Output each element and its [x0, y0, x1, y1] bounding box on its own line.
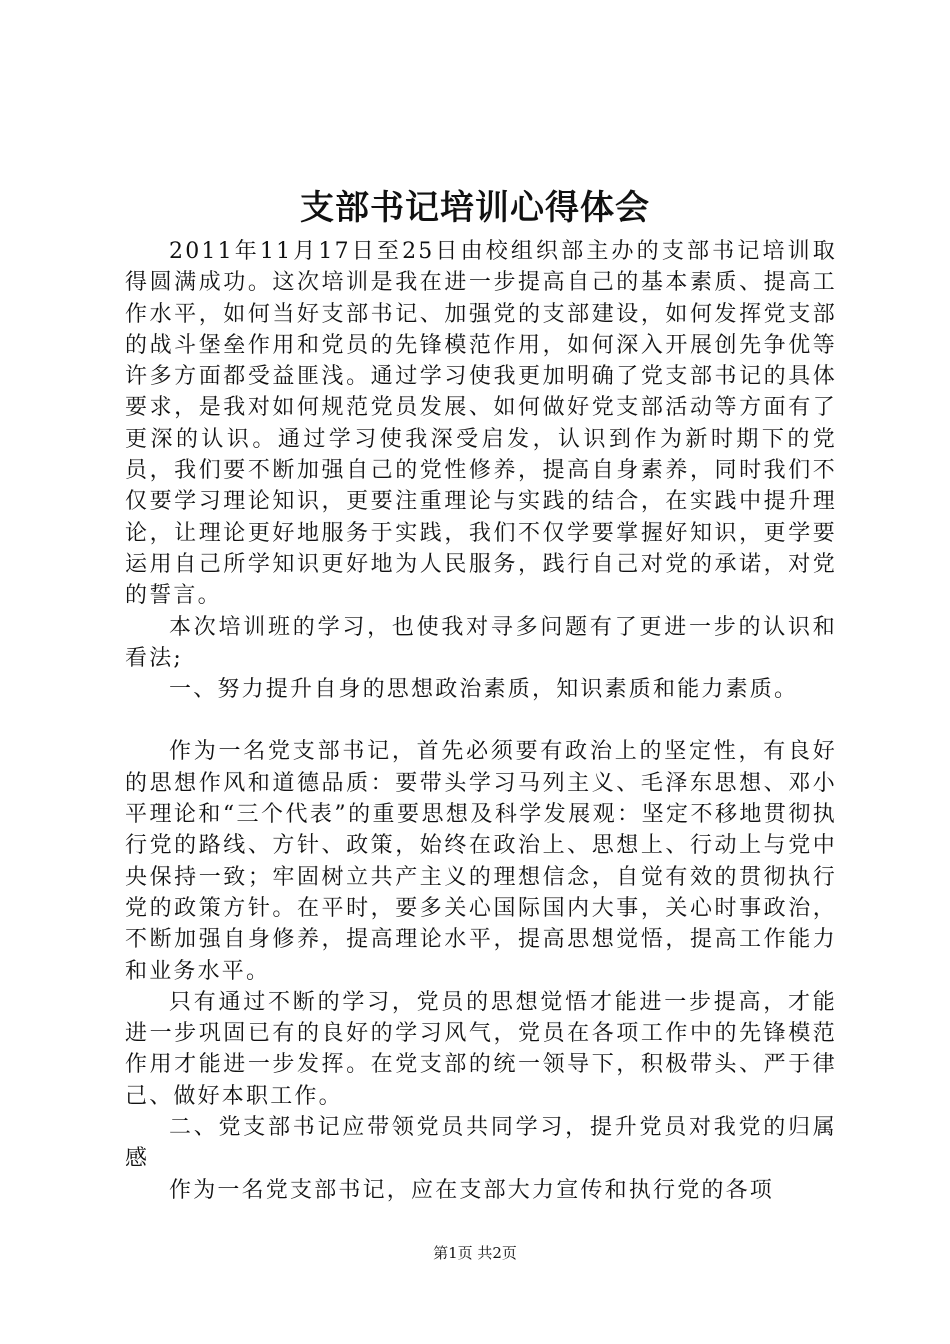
- paragraph-propaganda: 作为一名党支部书记，应在支部大力宣传和执行党的各项: [169, 1177, 775, 1203]
- section-heading-2: 二、党支部书记应带领党员共同学习，提升党员对我党的归属感: [125, 1115, 837, 1172]
- paragraph-political-quality: 作为一名党支部书记，首先必须要有政治上的坚定性，有良好的思想作风和道德品质：要带头学习马列主义、毛泽东思想、邓小平理论和“三个代表”的重要思想及科学发展观：坚定不移地贯彻执行党的路线、方针、政策，始终在政治上、思想上、行动上与党中央保持一致；牢固树立共产主义的理想信念，自觉有效的贯彻执行党的政策方针。在平时，要多关心国际国内大事，关心时事政治，不断加强自身修养，提高理论水平，提高思想觉悟，提高工作能力和业务水平。: [125, 739, 837, 984]
- paragraph-continuous-learning: 只有通过不断的学习，党员的思想觉悟才能进一步提高，才能进一步巩固已有的良好的学习风气，党员在各项工作中的先锋模范作用才能进一步发挥。在党支部的统一领导下，积极带头、严于律己、做好本职工作。: [125, 989, 837, 1109]
- paragraph-gap: [125, 705, 837, 736]
- section-heading-1: 一、努力提升自身的思想政治素质，知识素质和能力素质。: [169, 677, 799, 703]
- page-number-footer: 第1页 共2页: [433, 1244, 517, 1262]
- paragraph-intro: 2011年11月17日至25日由校组织部主办的支部书记培训取得圆满成功。这次培训是我在进一步提高自己的基本素质、提高工作水平，如何当好支部书记、加强党的支部建设，如何发挥党支部的战斗堡垒作用和党员的先锋模范作用，如何深入开展创先争优等许多方面都受益匪浅。通过学习使我更加明确了党支部书记的具体要求，是我对如何规范党员发展、如何做好党支部活动等方面有了更深的认识。通过学习使我深受启发，认识到作为新时期下的党员，我们要不断加强自己的党性修养，提高自身素养，同时我们不仅要学习理论知识，更要注重理论与实践的结合，在实践中提升理论，让理论更好地服务于实践，我们不仅学要掌握好知识，更学要运用自己所学知识更好地为人民服务，践行自己对党的承诺，对党的誓言。: [125, 239, 837, 609]
- document-body: [125, 236, 837, 1206]
- document-title: 支部书记培训心得体会: [300, 188, 650, 228]
- paragraph-overview: 本次培训班的学习，也使我对寻多问题有了更进一步的认识和看法;: [125, 614, 837, 671]
